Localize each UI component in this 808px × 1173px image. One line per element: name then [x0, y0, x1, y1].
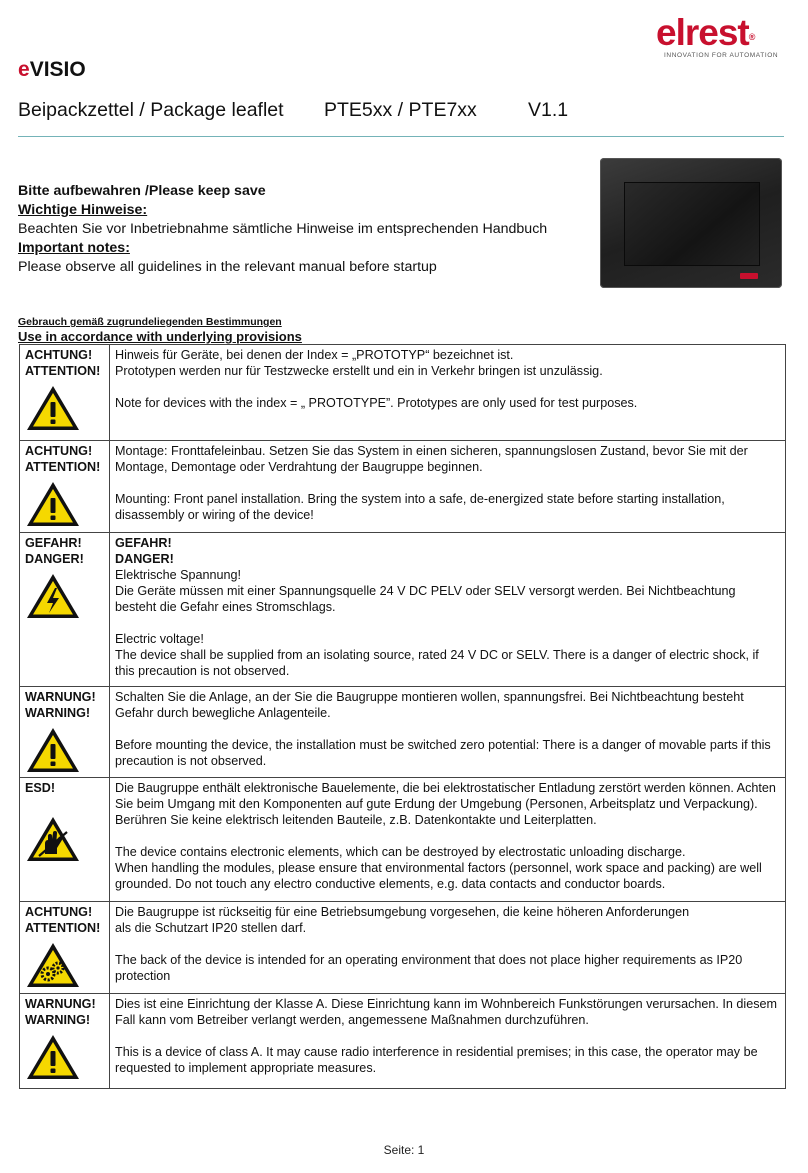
- table-row: [20, 441, 786, 533]
- table-row: [20, 533, 786, 687]
- notes-de-heading: Wichtige Hinweise:: [18, 202, 148, 218]
- table-row: [20, 345, 786, 441]
- brand-accent-letter: e: [18, 58, 30, 81]
- intro-block: [18, 182, 588, 277]
- row-label-de: ESD!: [25, 781, 56, 795]
- row-text-cell: [110, 902, 786, 994]
- keep-note: Bitte aufbewahren /Please keep save: [18, 183, 266, 199]
- row-label-cell: [20, 902, 110, 994]
- row-text-cell: [110, 533, 786, 687]
- table-row: [20, 902, 786, 994]
- notes-en-text: Please observe all guidelines in the relevant manual before startup: [18, 259, 437, 275]
- row-text-cell: [110, 345, 786, 441]
- row-label-cell: [20, 778, 110, 902]
- row-paragraph: als die Schutzart IP20 stellen darf.: [115, 921, 307, 935]
- safety-notes-table: [19, 344, 786, 1089]
- row-paragraph: Hinweis für Geräte, bei denen der Index = „PROTOTYP“ bezeichnet ist.: [115, 348, 514, 362]
- document-version: V1.1: [528, 99, 569, 121]
- device-badge: [740, 273, 758, 279]
- row-label-de: ACHTUNG!: [25, 348, 93, 362]
- warning-triangle-icon: [25, 1032, 81, 1082]
- esd-icon: [25, 814, 81, 864]
- logo-wordmark: elrest: [656, 12, 749, 53]
- row-paragraph: Die Baugruppe enthält elektronische Bauelemente, die bei elektrostatischer Entladung zerstört werden können. Achten Sie beim Umgang mit den Komponenten auf gute Erdung der Umgebung (Personen, Arbeitsplatz und Verpackung). Berühren Sie keine elektrisch leitenden Bauteile, z.B. Datenkontakte und Leiterplatten.: [115, 781, 776, 827]
- brand-name: VISIO: [29, 58, 86, 81]
- provisions-heading-de: Gebrauch gemäß zugrundeliegenden Bestimmungen: [18, 316, 282, 328]
- warning-triangle-icon: [25, 383, 81, 433]
- moving-parts-icon: [25, 940, 81, 990]
- row-paragraph: Note for devices with the index = „ PROTOTYPE”. Prototypes are only used for test purposes.: [115, 396, 638, 410]
- notes-de-text: Beachten Sie vor Inbetriebnahme sämtliche Hinweise im entsprechenden Handbuch: [18, 221, 548, 237]
- row-paragraph: Montage: Fronttafeleinbau. Setzen Sie das System in einen sicheren, spannungslosen Zustand, bevor Sie mit der Montage, Demontage oder Verdrahtung der Baugruppe beginnen.: [115, 444, 748, 474]
- electric-voltage-icon: [25, 571, 81, 621]
- row-paragraph: Mounting: Front panel installation. Bring the system into a safe, de-energized state before starting installation, disassembly or wiring of the device!: [115, 492, 725, 522]
- warning-triangle-icon: [25, 725, 81, 775]
- row-label-cell: [20, 345, 110, 441]
- row-label-cell: [20, 687, 110, 778]
- row-paragraph: When handling the modules, please ensure that environmental factors (personnel, work space and packing) are well grounded. Do not touch any electro conductive elements, e.g. data contacts and conductor boards.: [115, 861, 762, 891]
- row-label-en: WARNING!: [25, 706, 91, 720]
- row-paragraph: Elektrische Spannung!: [115, 568, 242, 582]
- table-row: [20, 994, 786, 1089]
- device-image: [600, 158, 782, 288]
- warning-triangle-icon: [25, 479, 81, 529]
- notes-en-heading: Important notes:: [18, 240, 130, 256]
- row-label-en: DANGER!: [25, 552, 84, 566]
- row-label-de: GEFAHR!: [25, 536, 82, 550]
- document-title: Beipackzettel / Package leaflet: [18, 99, 284, 121]
- row-label-cell: [20, 533, 110, 687]
- row-label-de: ACHTUNG!: [25, 444, 93, 458]
- row-text-cell: [110, 778, 786, 902]
- page-number: Seite: 1: [383, 1143, 425, 1157]
- row-label-en: ATTENTION!: [25, 921, 101, 935]
- row-label-de: WARNUNG!: [25, 997, 96, 1011]
- row-bold-line: GEFAHR!: [115, 536, 172, 550]
- row-label-de: ACHTUNG!: [25, 905, 93, 919]
- row-label-en: ATTENTION!: [25, 460, 101, 474]
- row-label-de: WARNUNG!: [25, 690, 96, 704]
- header-divider: [18, 136, 784, 137]
- elrest-logo: elrest® INNOVATION FOR AUTOMATION: [656, 12, 779, 59]
- row-paragraph: Die Baugruppe ist rückseitig für eine Betriebsumgebung vorgesehen, die keine höheren Anforderungen: [115, 905, 690, 919]
- row-paragraph: The device contains electronic elements, which can be destroyed by electrostatic unloading discharge.: [115, 845, 686, 859]
- row-paragraph: The device shall be supplied from an isolating source, rated 24 V DC or SELV. There is a danger of electric shock, if this precaution is not observed.: [115, 648, 759, 678]
- table-row: [20, 778, 786, 902]
- row-bold-line: DANGER!: [115, 552, 174, 566]
- row-paragraph: Die Geräte müssen mit einer Spannungsquelle 24 V DC PELV oder SELV versorgt werden. Bei Nichtbeachtung besteht die Gefahr eines Stromschlags.: [115, 584, 736, 614]
- row-paragraph: This is a device of class A. It may cause radio interference in residential premises; in this case, the operator may be requested to implement appropriate measures.: [115, 1045, 758, 1075]
- row-paragraph: The back of the device is intended for an operating environment that does not place higher requirements as IP20 protection: [115, 953, 743, 983]
- logo-tagline: INNOVATION FOR AUTOMATION: [664, 52, 779, 59]
- row-paragraph: Dies ist eine Einrichtung der Klasse A. Diese Einrichtung kann im Wohnbereich Funkstörungen verursachen. In diesem Fall kann vom Betreiber verlangt werden, angemessene Maßnahmen durchzuführen.: [115, 997, 777, 1027]
- row-text-cell: [110, 994, 786, 1089]
- row-paragraph: Prototypen werden nur für Testzwecke erstellt und ein in Verkehr bringen ist unzulässig.: [115, 364, 603, 378]
- provisions-heading-en: Use in accordance with underlying provisions: [18, 329, 302, 344]
- model-number: PTE5xx / PTE7xx: [324, 99, 477, 121]
- row-paragraph: Schalten Sie die Anlage, an der Sie die Baugruppe montieren wollen, spannungsfrei. Bei Nichtbeachtung besteht Gefahr durch bewegliche Anlagenteile.: [115, 690, 744, 720]
- row-text-cell: [110, 687, 786, 778]
- row-text-cell: [110, 441, 786, 533]
- product-brand: [18, 58, 86, 82]
- row-label-en: ATTENTION!: [25, 364, 101, 378]
- row-label-cell: [20, 441, 110, 533]
- row-paragraph: Electric voltage!: [115, 632, 204, 646]
- table-row: [20, 687, 786, 778]
- row-paragraph: Before mounting the device, the installation must be switched zero potential: There is a danger of movable parts if this precaution is not observed.: [115, 738, 771, 768]
- row-label-en: WARNING!: [25, 1013, 91, 1027]
- device-screen: [624, 182, 760, 266]
- row-label-cell: [20, 994, 110, 1089]
